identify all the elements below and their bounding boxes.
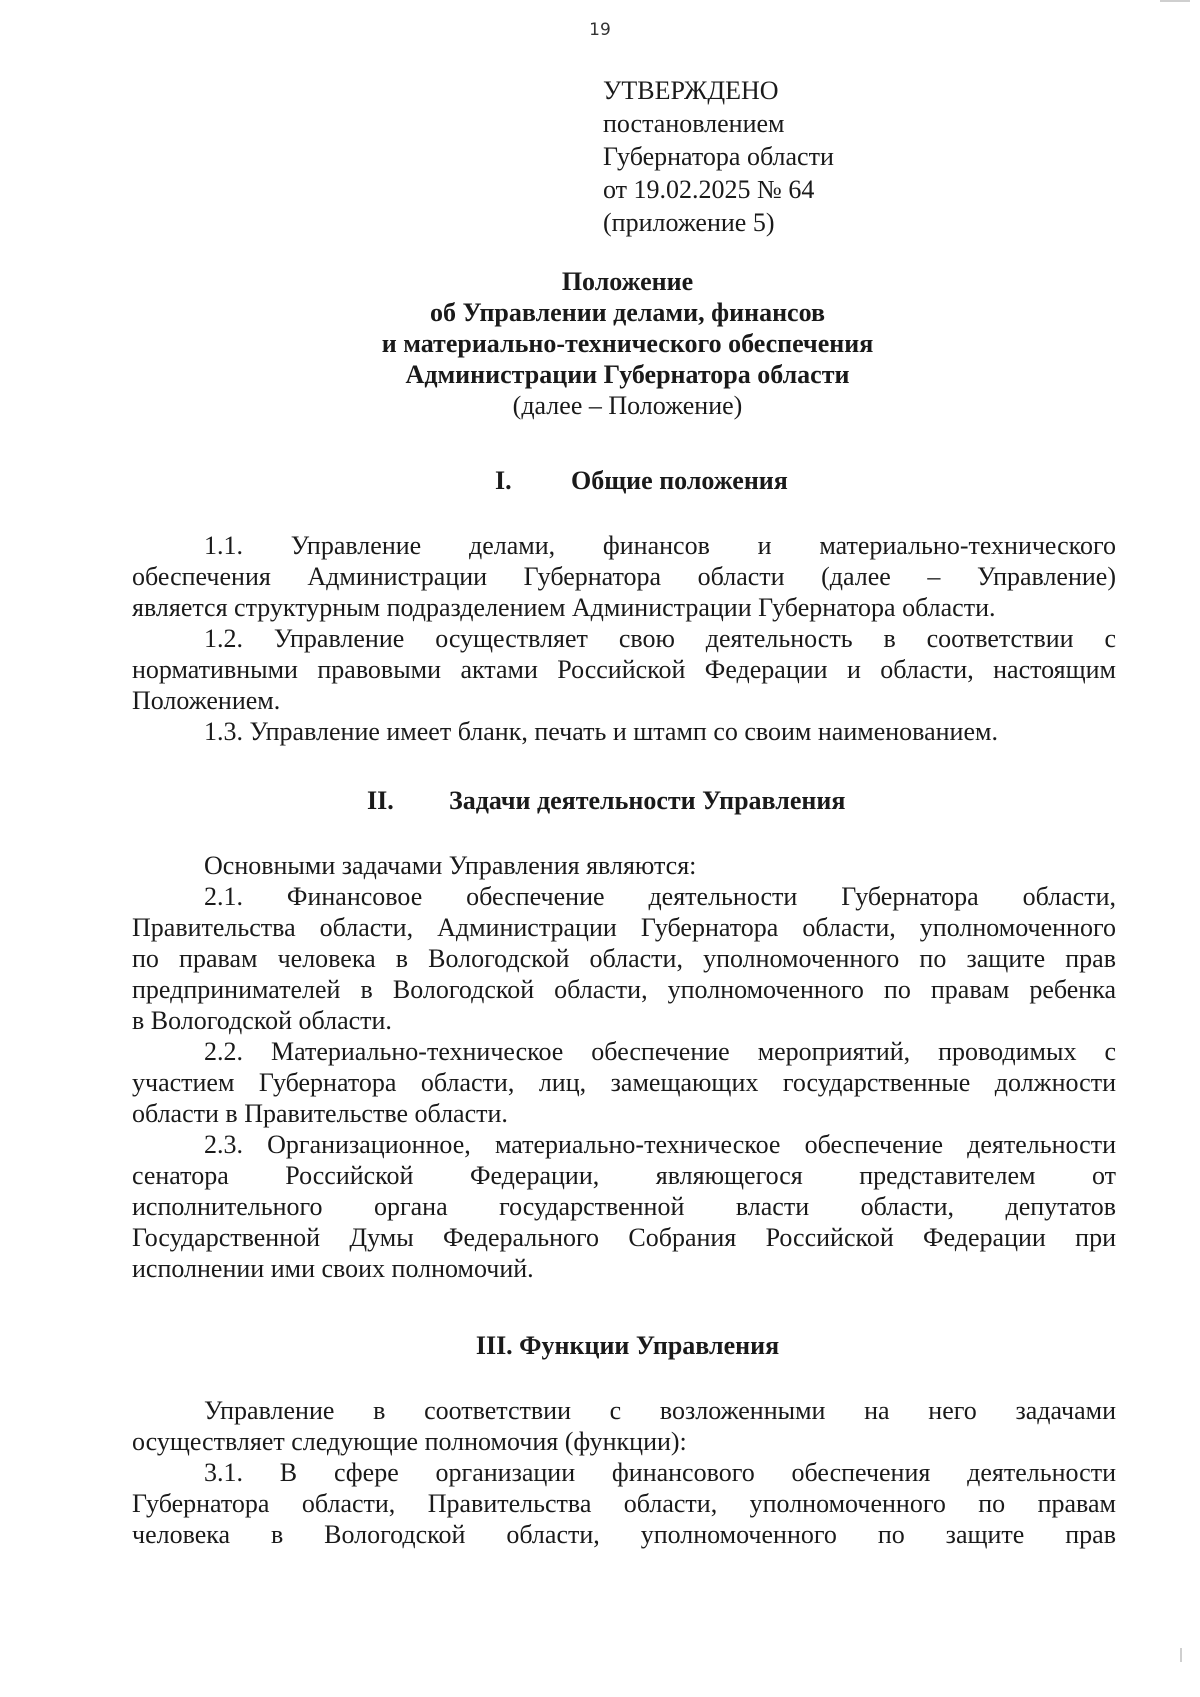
- paragraph-line: Управление в соответствии с возложенными на него задачами: [204, 1396, 1116, 1425]
- title-line: и материально-технического обеспечения: [381, 329, 874, 358]
- section-title: Общие положения: [571, 466, 788, 495]
- title-line: (далее – Положение): [512, 391, 743, 420]
- paragraph-line: 1.3. Управление имеет бланк, печать и штамп со своим наименованием.: [204, 717, 998, 746]
- title-line: об Управлении делами, финансов: [430, 298, 825, 327]
- approval-line: постановлением: [603, 109, 785, 138]
- approval-line: (приложение 5): [603, 208, 775, 237]
- title-line: Администрации Губернатора области: [405, 360, 850, 389]
- paragraph-line: Положением.: [132, 686, 281, 715]
- page-number: 19: [589, 20, 611, 40]
- paragraph-line: человека в Вологодской области, уполномоченного по защите прав: [132, 1520, 1116, 1549]
- section-number: I.: [495, 466, 512, 495]
- paragraph-line: в Вологодской области.: [132, 1006, 392, 1035]
- paragraph-line: 2.1. Финансовое обеспечение деятельности Губернатора области,: [204, 882, 1116, 911]
- paragraph-line: 2.2. Материально-техническое обеспечение мероприятий, проводимых с: [204, 1037, 1116, 1066]
- approval-line: Губернатора области: [603, 142, 834, 171]
- section-title: Задачи деятельности Управления: [449, 786, 846, 815]
- paragraph-line: исполнительного органа государственной власти области, депутатов: [132, 1192, 1116, 1221]
- paragraph-line: 1.2. Управление осуществляет свою деятельность в соответствии с: [204, 624, 1116, 653]
- paragraph-line: является структурным подразделением Администрации Губернатора области.: [132, 593, 996, 622]
- paragraph-line: осуществляет следующие полномочия (функции):: [132, 1427, 687, 1456]
- paragraph-line: 2.3. Организационное, материально-техническое обеспечение деятельности: [204, 1130, 1116, 1159]
- paragraph-line: 1.1. Управление делами, финансов и материально-технического: [204, 531, 1116, 560]
- scan-artifact: [1160, 0, 1190, 2]
- title-line: Положение: [561, 267, 694, 296]
- paragraph-line: Государственной Думы Федерального Собрания Российской Федерации при: [132, 1223, 1116, 1252]
- paragraph-line: сенатора Российской Федерации, являющегося представителем от: [132, 1161, 1116, 1190]
- paragraph-line: исполнении ими своих полномочий.: [132, 1254, 534, 1283]
- paragraph-line: нормативными правовыми актами Российской Федерации и области, настоящим: [132, 655, 1116, 684]
- paragraph-line: предпринимателей в Вологодской области, уполномоченного по правам ребенка: [132, 975, 1116, 1004]
- approval-line: от 19.02.2025 № 64: [603, 175, 815, 204]
- paragraph-line: Губернатора области, Правительства области, уполномоченного по правам: [132, 1489, 1116, 1518]
- approval-stamp: [603, 74, 834, 239]
- paragraph-line: области в Правительстве области.: [132, 1099, 508, 1128]
- section-2-heading: [367, 786, 845, 816]
- document-title: [0, 266, 1200, 421]
- paragraph-line: 3.1. В сфере организации финансового обеспечения деятельности: [204, 1458, 1116, 1487]
- section-1-heading: [495, 466, 788, 496]
- paragraph-line: Правительства области, Администрации Губернатора области, уполномоченного: [132, 913, 1116, 942]
- paragraph-line: по правам человека в Вологодской области, уполномоченного по защите прав: [132, 944, 1116, 973]
- paragraph-line: участием Губернатора области, лиц, замещающих государственные должности: [132, 1068, 1116, 1097]
- approval-line: УТВЕРЖДЕНО: [603, 76, 779, 105]
- section-number: II.: [367, 786, 394, 815]
- section-3-heading: III. Функции Управления: [475, 1331, 780, 1360]
- paragraph-line: обеспечения Администрации Губернатора области (далее – Управление): [132, 562, 1116, 591]
- scan-artifact: [1180, 1648, 1182, 1662]
- paragraph-line: Основными задачами Управления являются:: [204, 851, 697, 880]
